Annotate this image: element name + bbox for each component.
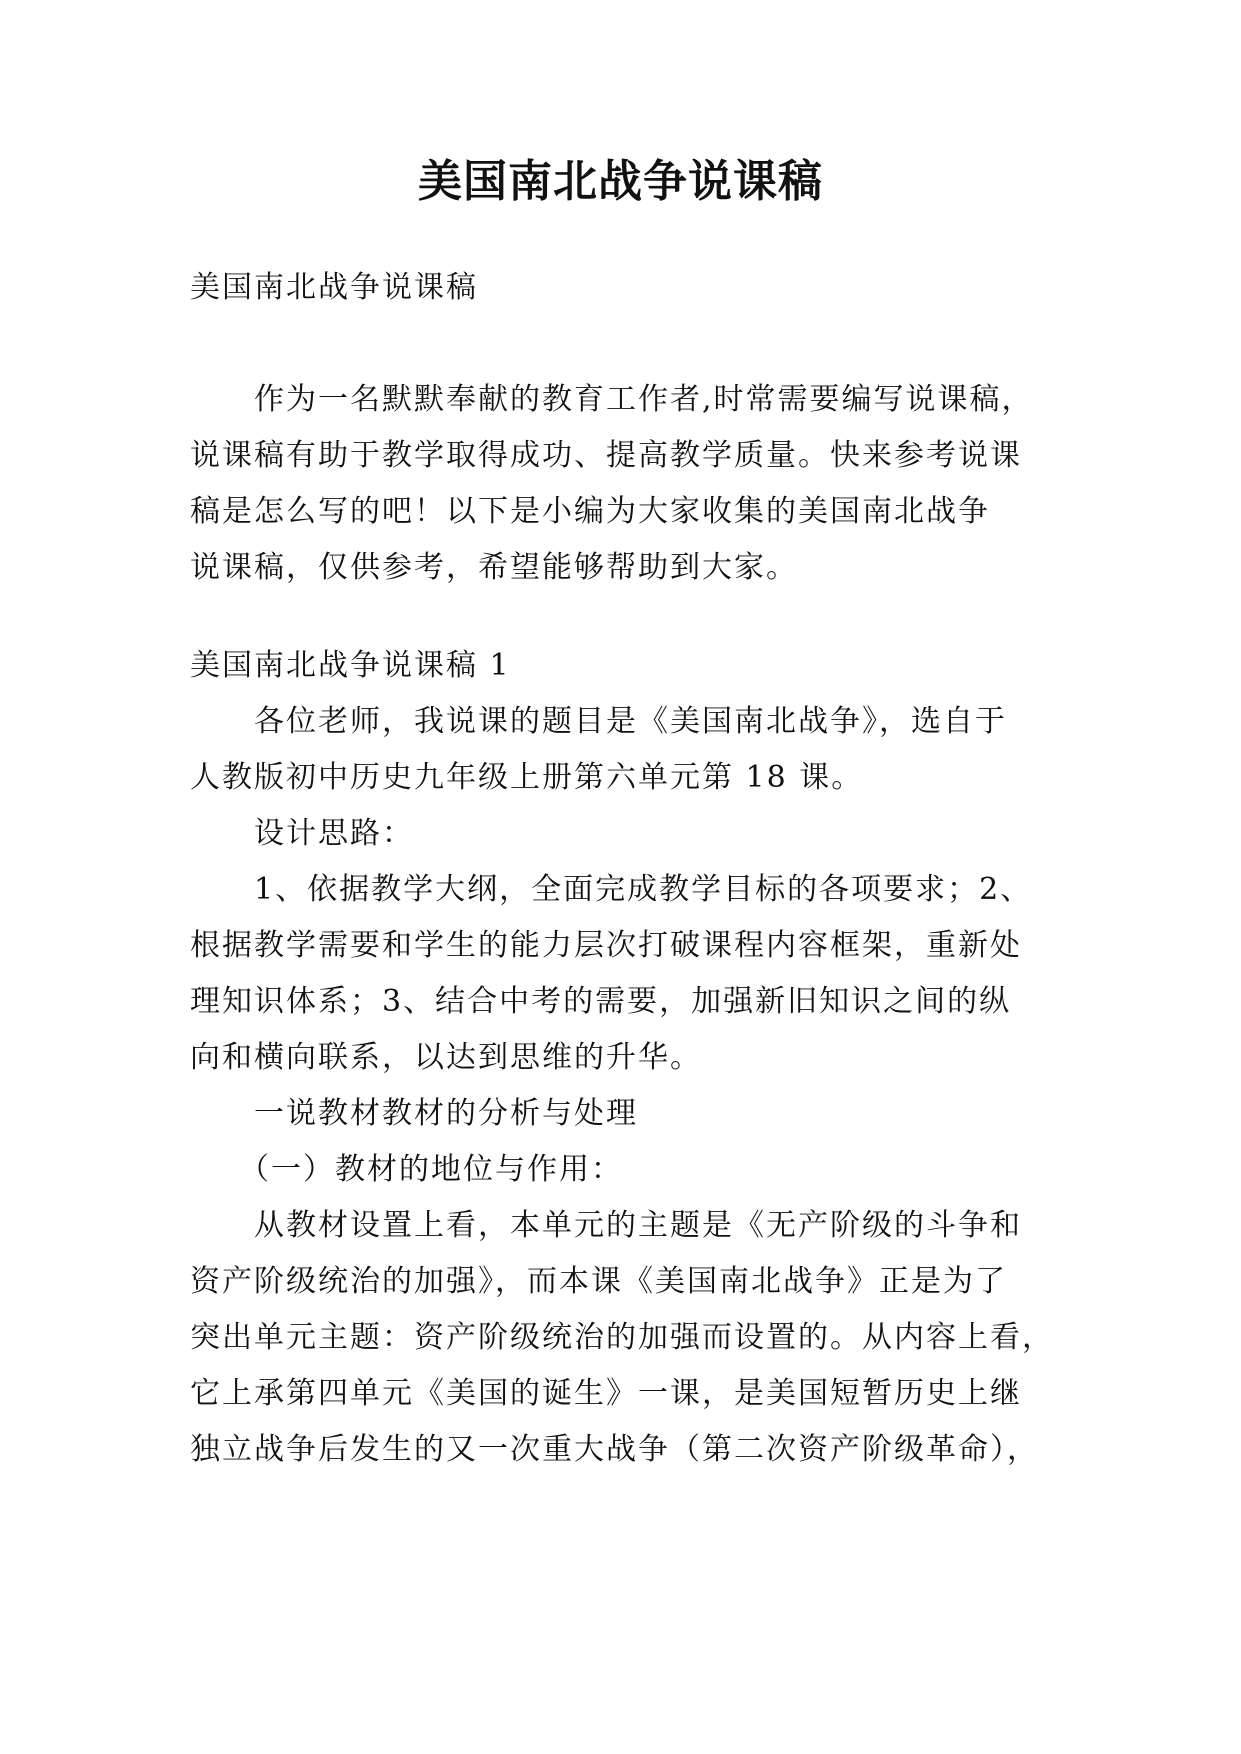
section-heading: 美国南北战争说课稿 1 [190, 648, 511, 683]
body-line: 设计思路： [190, 816, 414, 851]
intro-line: 稿是怎么写的吧！以下是小编为大家收集的美国南北战争 [190, 494, 990, 529]
body-line: 向和横向联系，以达到思维的升华。 [190, 1040, 702, 1075]
body-line: （一）教材的地位与作用： [190, 1152, 623, 1187]
body-line: 各位老师，我说课的题目是《美国南北战争》，选自于 [190, 704, 1007, 739]
body-line: 突出单元主题：资产阶级统治的加强而设置的。从内容上看， [190, 1320, 1054, 1355]
intro-line: 说课稿有助于教学取得成功、提高教学质量。快来参考说课 [190, 438, 1022, 473]
intro-paragraph [190, 372, 1050, 596]
body-line: 根据教学需要和学生的能力层次打破课程内容框架，重新处 [190, 928, 1022, 963]
document-title: 美国南北战争说课稿 [418, 156, 823, 207]
body-line: 独立战争后发生的又一次重大战争（第二次资产阶级革命）， [190, 1432, 1039, 1467]
body-line: 它上承第四单元《美国的诞生》一课，是美国短暂历史上继 [190, 1376, 1022, 1411]
body-line: 一说教材教材的分析与处理 [190, 1096, 638, 1131]
spacer [190, 316, 1050, 372]
section-body [190, 694, 1054, 1478]
body-line: 资产阶级统治的加强》，而本课《美国南北战争》正是为了 [190, 1264, 1007, 1299]
document-body [190, 260, 1054, 1478]
body-line: 1、依据教学大纲，全面完成教学目标的各项要求；2、 [190, 872, 1033, 907]
intro-line: 作为一名默默奉献的教育工作者,时常需要编写说课稿， [190, 382, 1034, 417]
document-subtitle: 美国南北战争说课稿 [190, 270, 478, 305]
body-line: 从教材设置上看，本单元的主题是《无产阶级的斗争和 [190, 1208, 1022, 1243]
body-line: 理知识体系；3、结合中考的需要，加强新旧知识之间的纵 [190, 984, 1012, 1019]
intro-line: 说课稿，仅供参考，希望能够帮助到大家。 [190, 550, 798, 585]
body-line: 人教版初中历史九年级上册第六单元第 18 课。 [190, 760, 864, 795]
spacer [190, 596, 1050, 638]
